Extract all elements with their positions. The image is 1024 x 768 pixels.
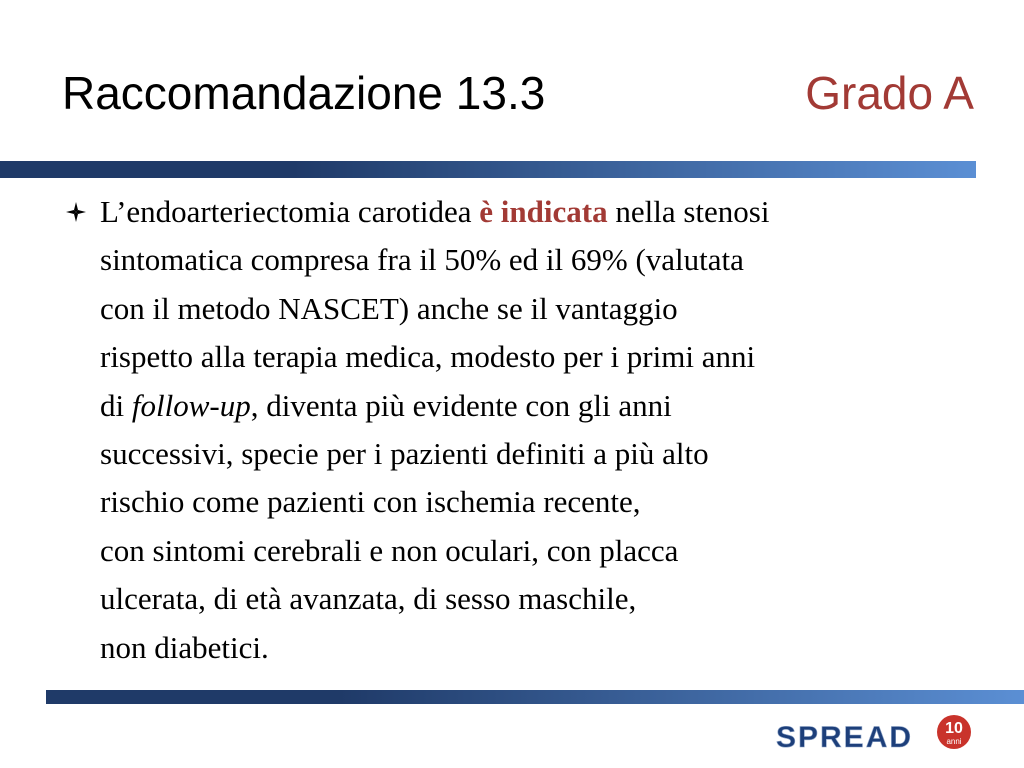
text-line-3: con il metodo NASCET) anche se il vantaggio: [100, 290, 678, 326]
grade-label: Grado A: [805, 67, 974, 119]
recommendation-text: [66, 188, 966, 672]
text-segment: nella stenosi: [607, 194, 770, 229]
diamond-bullet-icon: [66, 188, 90, 236]
text-segment: L’endoarteriectomia carotidea: [100, 194, 480, 229]
text-line-7: rischio come pazienti con ischemia recente,: [100, 484, 641, 520]
logo-badge-word: anni: [946, 737, 962, 746]
emphasis-indicata: è indicata: [479, 194, 608, 229]
text-line-5: [66, 382, 966, 430]
text-segment: , diventa più evidente con gli anni: [250, 387, 672, 423]
text-line-9: ulcerata, di età avanzata, di sesso maschile,: [100, 581, 637, 617]
text-line-10: non diabetici.: [100, 629, 269, 665]
logo-wordmark: SPREAD: [776, 721, 914, 754]
text-line-1: [66, 188, 966, 236]
slide-title: Raccomandazione 13.3: [62, 67, 546, 119]
text-line-8: con sintomi cerebrali e non oculari, con placca: [100, 532, 679, 568]
spread-logo: [776, 714, 976, 754]
text-line-2: sintomatica compresa fra il 50% ed il 69% (valutata: [100, 242, 744, 278]
logo-badge-number: 10: [945, 720, 963, 737]
bottom-divider: [46, 690, 1024, 704]
top-divider: [0, 161, 976, 178]
text-segment: di: [100, 387, 132, 423]
italic-follow-up: follow-up: [131, 387, 251, 423]
text-line-4: rispetto alla terapia medica, modesto per i primi anni: [100, 339, 756, 375]
text-line-6: successivi, specie per i pazienti definiti a più alto: [100, 436, 709, 472]
